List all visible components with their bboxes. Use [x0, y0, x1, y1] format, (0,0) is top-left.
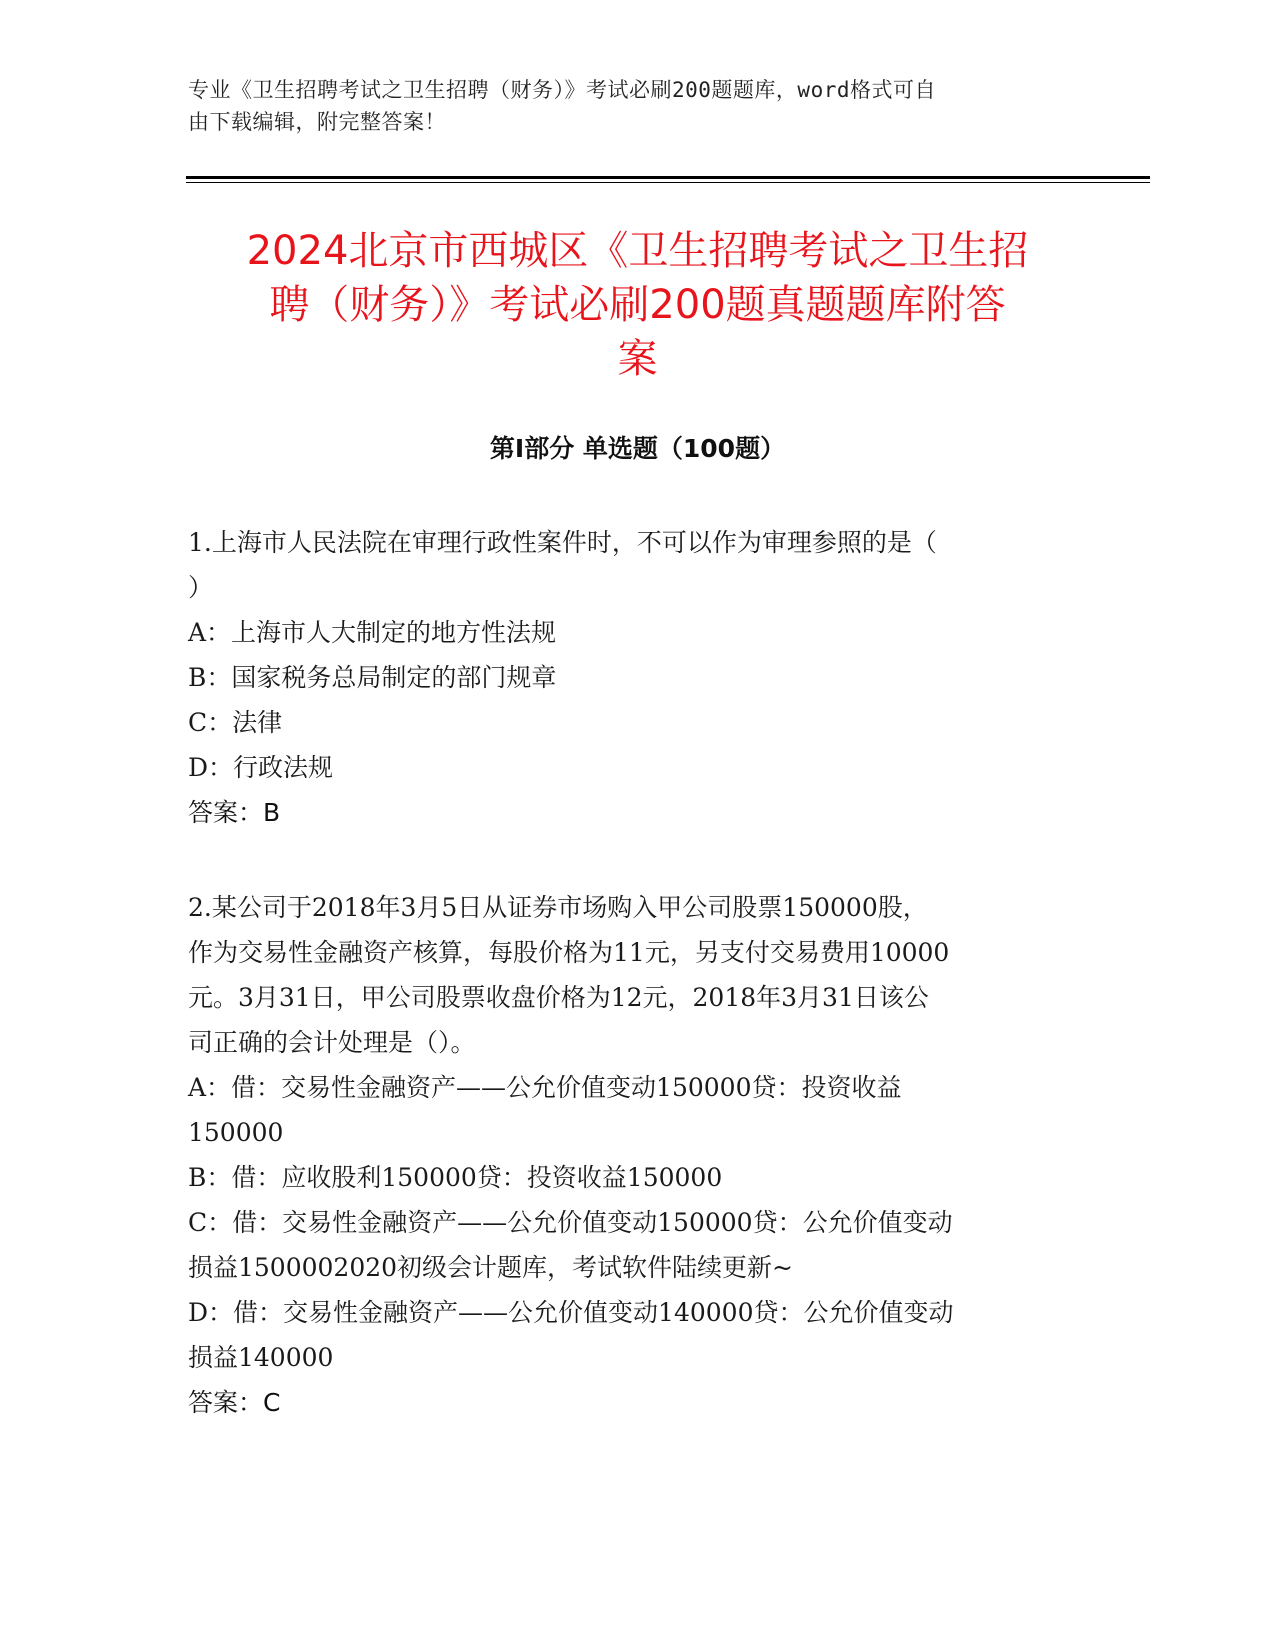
option-c: C：借：交易性金融资产——公允价值变动150000贷：公允价值变动: [188, 1208, 953, 1237]
header-divider: [186, 176, 1150, 179]
header-divider-thin: [186, 182, 1150, 183]
answer: 答案：B: [188, 798, 281, 827]
option-d: D：行政法规: [188, 753, 334, 782]
question-stem: 2.某公司于2018年3月5日从证券市场购入甲公司股票150000股，: [188, 893, 928, 922]
option-c: C：法律: [188, 708, 283, 737]
header-note-line: 专业《卫生招聘考试之卫生招聘（财务）》考试必刷200题题库，word格式可自: [188, 78, 936, 102]
question-stem: 元。3月31日，甲公司股票收盘价格为12元，2018年3月31日该公: [188, 983, 929, 1012]
answer: 答案：C: [188, 1388, 281, 1417]
question-stem: 司正确的会计处理是（）。: [188, 1028, 476, 1057]
document-title-line: 2024北京市西城区《卫生招聘考试之卫生招: [246, 228, 1029, 274]
document-title: [180, 224, 1095, 386]
document-title-line: 案: [617, 336, 658, 382]
question-item: [188, 885, 1078, 1425]
option-a-continued: 150000: [188, 1118, 284, 1147]
option-d-continued: 损益140000: [188, 1343, 334, 1372]
option-c-continued: 损益1500002020初级会计题库，考试软件陆续更新~: [188, 1253, 794, 1282]
option-b: B：国家税务总局制定的部门规章: [188, 663, 557, 692]
header-note: [188, 74, 1088, 138]
question-stem: 1.上海市人民法院在审理行政性案件时，不可以作为审理参照的是（: [188, 528, 937, 557]
header-note-line: 由下载编辑，附完整答案！: [188, 110, 446, 134]
question-stem: ）: [188, 573, 214, 602]
option-a: A：借：交易性金融资产——公允价值变动150000贷：投资收益: [188, 1073, 902, 1102]
question-stem: 作为交易性金融资产核算，每股价格为11元，另支付交易费用10000: [188, 938, 950, 967]
document-title-line: 聘（财务）》考试必刷200题真题题库附答: [269, 282, 1006, 328]
option-a: A：上海市人大制定的地方性法规: [188, 618, 557, 647]
section-heading: 第Ⅰ部分 单选题（100题）: [489, 434, 786, 463]
option-d: D：借：交易性金融资产——公允价值变动140000贷：公允价值变动: [188, 1298, 954, 1327]
question-item: [188, 520, 1078, 835]
option-b: B：借：应收股利150000贷：投资收益150000: [188, 1163, 723, 1192]
